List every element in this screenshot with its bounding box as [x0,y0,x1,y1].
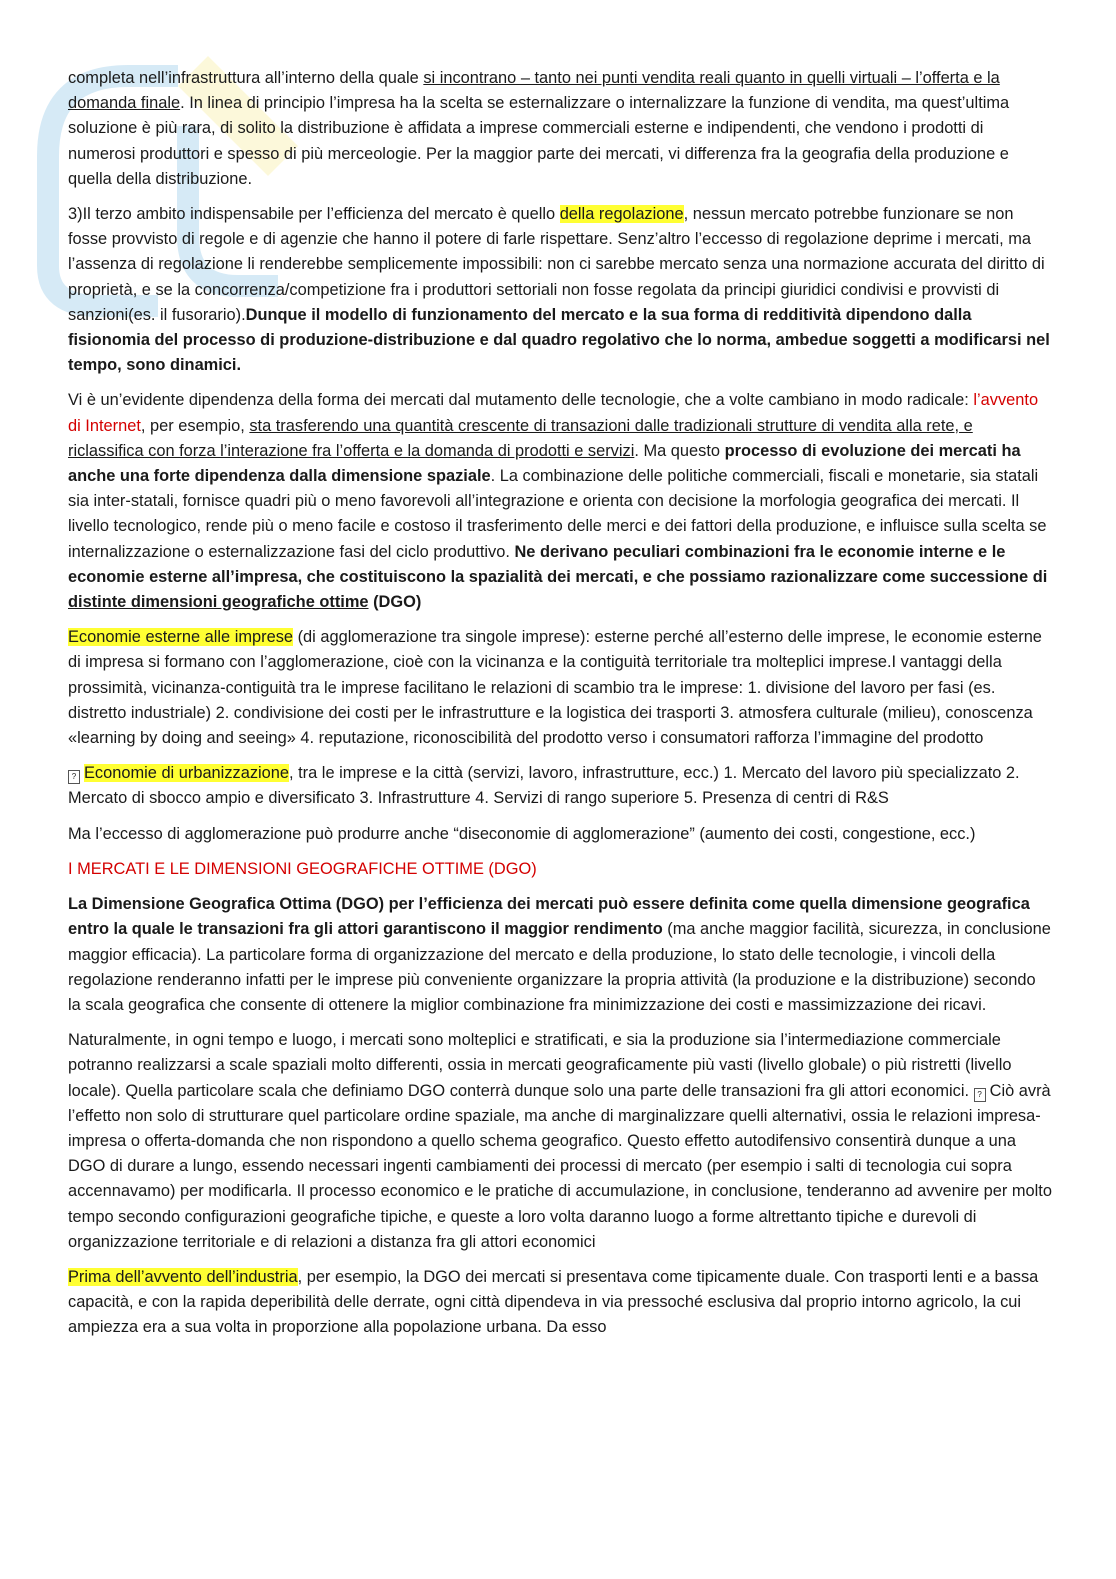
bold-statement: Dunque il modello di funzionamento del mercato e la sua forma di redditività dipendono dalla fisionomia del processo di produzione-distribuzione e dal quadro regolativo che lo norma, ambedue soggetti a modificarsi nel tempo, sono dinamici. [68,305,1050,375]
highlight-prima-industria: Prima dell’avvento dell’industria [68,1267,298,1286]
highlight-regolazione: della regolazione [559,205,684,224]
document-page [68,66,1052,1351]
paragraph-dgo-definition: La Dimensione Geografica Ottima (DGO) per l’efficienza dei mercati può essere definita come quella dimensione geografica entro la quale le transazioni fra gli attori garantiscono il maggior rendimento (ma anche maggior facilità, sicurezza, in conclusione maggior efficacia). La particolare forma di organizzazione del mercato e della produzione, lo stato delle tecnologie, i vincoli della regolazione renderanno infatti per le imprese più conveniente organizzare la propria attività (la produzione e la distribuzione) secondo la scala geografica che consente di ottenere la miglior combinazione fra minimizzazione dei costi e massimizzazione dei ricavi. [68,895,1051,1014]
paragraph-technology: Vi è un’evidente dipendenza della forma dei mercati dal mutamento delle tecnologie, che a volte cambiano in modo radicale: l’avvento di Internet, per esempio, sta trasferendo una quantità crescente di transazioni dalle tradizionali strutture di vendita alla rete, e riclassifica con forza l’interazione fra l’offerta e la domanda di prodotti e servizi. Ma questo processo di evoluzione dei mercati ha anche una forte dipendenza dalla dimensione spaziale. La combinazione delle politiche commerciali, fiscali e monetarie, sia statali sia inter-statali, fornisce quadri più o meno favorevoli all’integrazione e orienta con decisione la morfologia geografica dei mercati. Il livello tecnologico, rende più o meno facile e costoso il trasferimento delle merci e dei fattori della produzione, e influisce sulla scelta se internalizzazione o esternalizzazione fasi del ciclo produttivo. Ne derivano peculiari combinazioni fra le economie interne e le economie esterne all’impresa, che costituiscono la spazialità dei mercati, e che possiamo razionalizzare come successione di distinte dimensioni geografiche ottime (DGO) [68,391,1048,612]
paragraph-markets-stratified: Naturalmente, in ogni tempo e luogo, i mercati sono molteplici e stratificati, e sia la produzione sia l’intermediazione commerciale potranno realizzarsi a scale spaziali molto differenti, ossia in mercati geograficamente più vasti (livello globale) o più ristretti (livello locale). Quella particolare scala che definiamo DGO conterrà dunque solo una parte delle transazioni fra gli attori economici. ? Ciò avrà l’effetto non solo di strutturare quel particolare ordine spaziale, ma anche di marginalizzare quelli alternativi, ossia le relazioni impresa-impresa o offerta-domanda che non rispondono a quello schema geografico. Questo effetto autodifensivo consentirà dunque a una DGO di durare a lungo, essendo necessari ingenti cambiamenti dei processi di mercato (per esempio i salti di tecnologia cui sopra accennavamo) per modificarla. Il processo economico e le pratiche di accumulazione, in conclusione, tenderanno ad avvenire per molto tempo secondo configurazioni geografiche tipiche, e queste a loro volta daranno luogo a forme altrettanto tipiche e durevoli di organizzazione territoriale e di relazioni a distanza fra gli attori economici [68,1031,1052,1251]
paragraph-regulation: 3)Il terzo ambito indispensabile per l’efficienza del mercato è quello della regolazione, nessun mercato potrebbe funzionare se non fosse provvisto di regole e di agenzie che hanno il potere di farle rispettare. Senz’altro l’eccesso di regolazione deprime i mercati, ma l’assenza di regolazione li renderebbe semplicemente impossibili: non ci sarebbe mercato senza una normazione accurata del diritto di proprietà, e se la concorrenza/competizione fra i produttori settoriali non fosse regolata da principi giuridici condivisi e provvisti di sanzioni(es. il fusorario).Dunque il modello di funzionamento del mercato e la sua forma di redditività dipendono dalla fisionomia del processo di produzione-distribuzione e dal quadro regolativo che lo norma, ambedue soggetti a modificarsi nel tempo, sono dinamici. [68,205,1050,375]
underlined-text: si incontrano – tanto nei punti vendita reali quanto in quelli virtuali – l’offerta e la domanda finale [68,69,1000,113]
paragraph-pre-industry: Prima dell’avvento dell’industria, per esempio, la DGO dei mercati si presentava come tipicamente duale. Con trasporti lenti e a bassa capacità, e con la rapida deperibilità delle derrate, ogni città dipendeva in via pressoché esclusiva dal proprio intorno agricolo, la cui ampiezza era a sua volta in proporzione alla popolazione urbana. Da esso [68,1267,1039,1337]
highlight-urbanizzazione: Economie di urbanizzazione [84,764,290,783]
missing-glyph-icon: ? [68,770,80,784]
red-text-internet: l’avvento di Internet [68,391,1039,435]
underlined-text: sta trasferendo una quantità crescente di transazioni dalle tradizionali strutture di vendita alla rete, e riclassifica con forza l’interazione fra l’offerta e la domanda di prodotti e servizi [68,416,973,460]
paragraph-diseconomies: Ma l’eccesso di agglomerazione può produrre anche “diseconomie di agglomerazione” (aumento dei costi, congestione, ecc.) [68,824,976,843]
underlined-dgo: distinte dimensioni geografiche ottime [68,593,369,612]
paragraph-urbanization: ? Economie di urbanizzazione, tra le imprese e la città (servizi, lavoro, infrastrutture, ecc.) 1. Mercato del lavoro più specializzato 2. Mercato di sbocco ampio e diversificato 3. Infrastrutture 4. Servizi di rango superiore 5. Presenza di centri di R&S [68,764,1020,808]
missing-glyph-icon: ? [974,1088,986,1102]
highlight-economie-esterne: Economie esterne alle imprese [68,628,294,647]
section-heading: I MERCATI E LE DIMENSIONI GEOGRAFICHE OTTIME (DGO) [68,859,537,878]
paragraph-distribution: completa nell’infrastruttura all’interno della quale si incontrano – tanto nei punti vendita reali quanto in quelli virtuali – l’offerta e la domanda finale. In linea di principio l’impresa ha la scelta se esternalizzare o internalizzare la funzione di vendita, ma quest’ultima soluzione è più rara, di solito la distribuzione è affidata a imprese commerciali esterne e indipendenti, che vendono i prodotti di numerosi produttori e spesso di più merceologie. Per la maggior parte dei mercati, vi differenza fra la geografia della produzione e quella della distribuzione. [68,69,1010,188]
paragraph-external-economies: Economie esterne alle imprese (di agglomerazione tra singole imprese): esterne perché all’esterno delle imprese, le economie esterne di impresa si formano con l’agglomerazione, cioè con la vicinanza e la contiguità territoriale tra molteplici imprese.I vantaggi della prossimità, vicinanza-contiguità tra le imprese facilitano le relazioni di scambio tra le imprese: 1. divisione del lavoro per fasi (es. distretto industriale) 2. condivisione dei costi per le infrastrutture e la logistica dei trasporti 3. atmosfera culturale (milieu), conoscenza «learning by doing and seeing» 4. reputazione, riconoscibilità del prodotto verso i consumatori rafforza l’immagine del prodotto [68,628,1042,748]
